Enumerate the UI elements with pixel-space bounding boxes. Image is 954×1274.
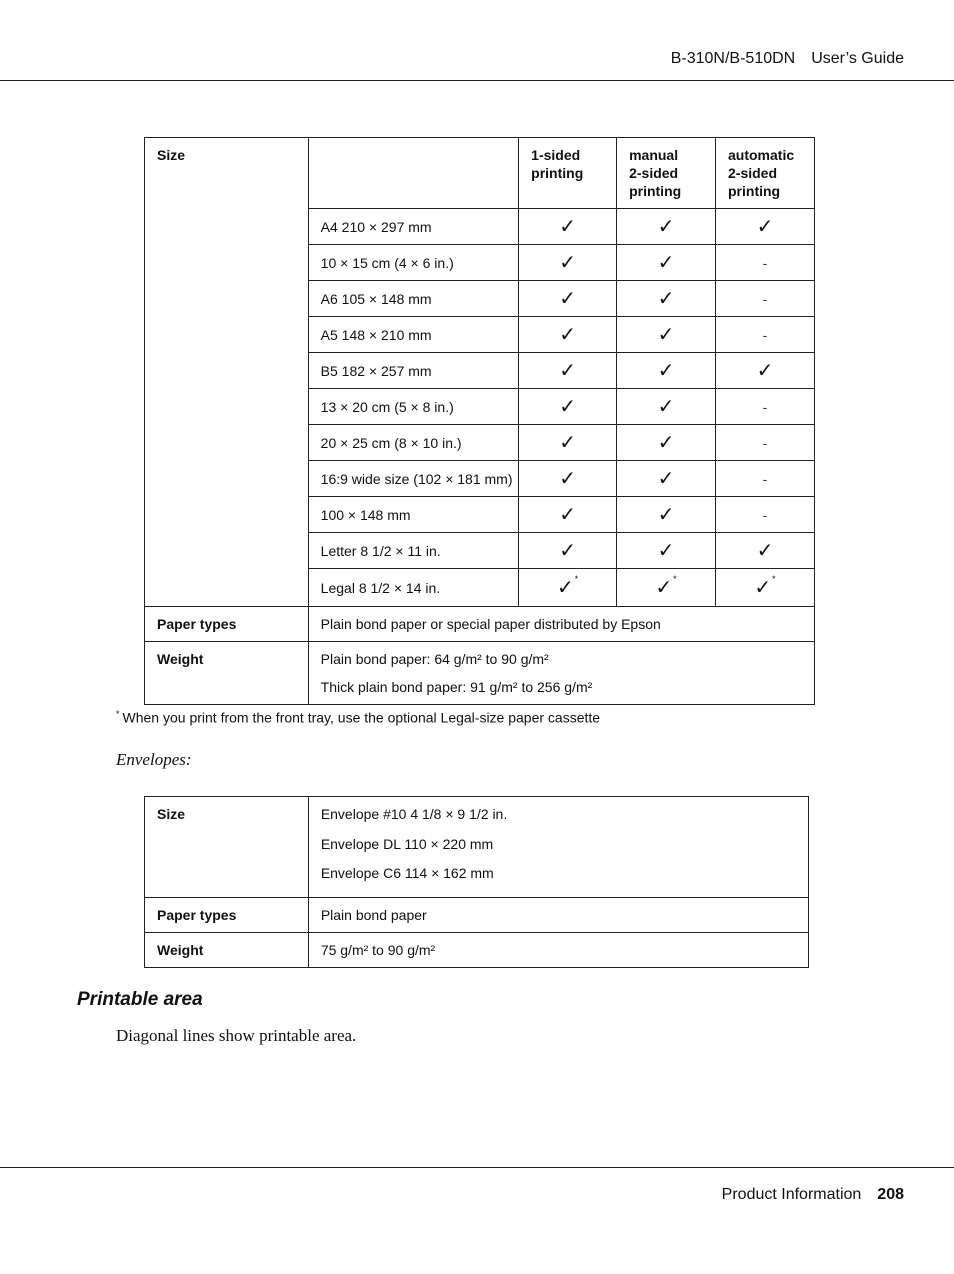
env-size-label: Size	[157, 806, 186, 822]
check-icon: ✓	[716, 353, 815, 389]
header-rule	[0, 80, 954, 81]
col-auto-header: automatic 2-sided printing	[716, 138, 815, 209]
size-cell: Legal 8 1/2 × 14 in.	[320, 579, 441, 596]
header-guide: User’s Guide	[811, 50, 904, 67]
footnote-mark: *	[116, 709, 120, 719]
check-icon: ✓	[655, 576, 673, 599]
size-cell: A6 105 × 148 mm	[320, 290, 432, 307]
footnote-star: *	[772, 573, 776, 584]
page-number: 208	[877, 1186, 904, 1203]
footer-rule	[0, 1167, 954, 1168]
section-body: Diagonal lines show printable area.	[116, 1026, 357, 1045]
page-header	[671, 50, 904, 68]
col-1sided-header: 1-sided printing	[519, 138, 617, 209]
weight-row	[145, 642, 815, 705]
check-icon: ✓	[519, 497, 617, 533]
col-manual-header: manual 2-sided printing	[617, 138, 716, 209]
header-model: B-310N/B-510DN	[670, 50, 796, 67]
check-icon: ✓	[519, 533, 617, 569]
size-cell: Letter 8 1/2 × 11 in.	[320, 542, 441, 559]
footnote	[116, 709, 600, 726]
size-cell: 16:9 wide size (102 × 181 mm)	[320, 470, 513, 487]
check-icon: ✓	[617, 389, 716, 425]
check-icon: ✓	[617, 209, 716, 245]
weight-line-2: Thick plain bond paper: 91 g/m² to 256 g/m²	[320, 679, 593, 695]
size-cell: 20 × 25 cm (8 × 10 in.)	[320, 434, 462, 451]
size-cell: A4 210 × 297 mm	[320, 218, 432, 235]
env-weight-value: 75 g/m² to 90 g/m²	[320, 941, 436, 958]
check-icon: ✓	[617, 425, 716, 461]
env-weight-label: Weight	[157, 941, 204, 958]
check-icon: ✓	[519, 209, 617, 245]
check-icon: ✓	[716, 533, 815, 569]
env-size-item: Envelope #10 4 1/8 × 9 1/2 in.	[320, 806, 508, 822]
weight-line-1: Plain bond paper: 64 g/m² to 90 g/m²	[320, 651, 549, 667]
blank-header-cell	[308, 138, 518, 209]
dash-mark: -	[716, 461, 815, 497]
envelope-table	[144, 796, 809, 968]
check-icon: ✓	[754, 576, 772, 599]
env-size-row	[145, 797, 809, 898]
check-icon: ✓	[617, 281, 716, 317]
footer-section: Product Information	[721, 1186, 862, 1203]
paper-size-table	[144, 137, 815, 705]
env-weight-row	[145, 932, 809, 967]
envelopes-label: Envelopes:	[116, 750, 192, 769]
page-footer	[722, 1186, 904, 1204]
size-cell: A5 148 × 210 mm	[320, 326, 432, 343]
paper-types-row	[145, 607, 815, 642]
footnote-star: *	[574, 573, 579, 584]
check-icon: ✓	[617, 317, 716, 353]
check-icon: ✓	[617, 533, 716, 569]
check-icon: ✓	[617, 461, 716, 497]
env-size-item: Envelope DL 110 × 220 mm	[320, 835, 494, 852]
check-icon: ✓	[519, 389, 617, 425]
check-icon: ✓	[716, 209, 815, 245]
dash-mark: -	[716, 497, 815, 533]
env-paper-types-label: Paper types	[157, 906, 237, 923]
section-title: Printable area	[77, 989, 203, 1010]
footnote-star: *	[673, 573, 677, 584]
check-icon: ✓	[519, 353, 617, 389]
check-icon: ✓	[519, 461, 617, 497]
size-label-cell	[145, 138, 309, 607]
env-paper-types-value: Plain bond paper	[320, 906, 427, 923]
size-label: Size	[157, 147, 186, 163]
check-icon: ✓	[556, 576, 574, 599]
check-icon: ✓	[519, 281, 617, 317]
size-cell: 10 × 15 cm (4 × 6 in.)	[320, 254, 454, 271]
env-paper-types-row	[145, 897, 809, 932]
check-icon: ✓	[519, 317, 617, 353]
check-icon: ✓	[519, 245, 617, 281]
dash-mark: -	[716, 389, 815, 425]
paper-types-label: Paper types	[157, 616, 237, 632]
dash-mark: -	[716, 281, 815, 317]
footnote-text: When you print from the front tray, use the optional Legal-size paper cassette	[122, 709, 601, 726]
env-size-item: Envelope C6 114 × 162 mm	[320, 865, 494, 881]
size-cell: 100 × 148 mm	[320, 506, 411, 523]
weight-label: Weight	[157, 651, 204, 667]
check-icon: ✓	[617, 245, 716, 281]
dash-mark: -	[716, 317, 815, 353]
dash-mark: -	[716, 245, 815, 281]
dash-mark: -	[716, 425, 815, 461]
size-cell: B5 182 × 257 mm	[320, 362, 432, 379]
size-cell: 13 × 20 cm (5 × 8 in.)	[320, 398, 454, 415]
check-icon: ✓	[617, 497, 716, 533]
check-icon: ✓	[617, 353, 716, 389]
paper-types-value: Plain bond paper or special paper distributed by Epson	[320, 616, 661, 632]
check-icon: ✓	[519, 425, 617, 461]
